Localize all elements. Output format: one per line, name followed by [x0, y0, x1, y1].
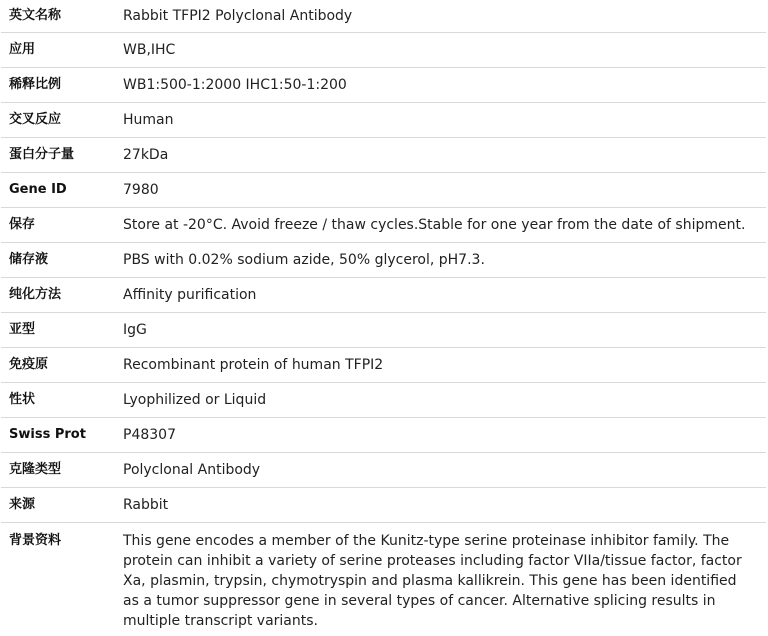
spec-label: Swiss Prot	[1, 418, 114, 453]
spec-row-storage	[1, 208, 766, 243]
spec-value: Recombinant protein of human TFPI2	[114, 348, 766, 383]
spec-row-molecular-weight	[1, 138, 766, 173]
spec-row-reactivity	[1, 103, 766, 138]
spec-value: WB,IHC	[114, 33, 766, 68]
spec-label: 蛋白分子量	[1, 138, 114, 173]
spec-value: P48307	[114, 418, 766, 453]
spec-label: 储存液	[1, 243, 114, 278]
spec-row-buffer	[1, 243, 766, 278]
spec-label: Gene ID	[1, 173, 114, 208]
spec-value: 7980	[114, 173, 766, 208]
spec-row-isotype	[1, 313, 766, 348]
spec-label: 纯化方法	[1, 278, 114, 313]
spec-value: Rabbit TFPI2 Polyclonal Antibody	[114, 0, 766, 33]
spec-label: 英文名称	[1, 0, 114, 33]
spec-value: Store at -20°C. Avoid freeze / thaw cycles.Stable for one year from the date of shipment.	[114, 208, 766, 243]
spec-row-form	[1, 383, 766, 418]
spec-value: WB1:500-1:2000 IHC1:50-1:200	[114, 68, 766, 103]
spec-row-dilution	[1, 68, 766, 103]
spec-row-host	[1, 488, 766, 523]
spec-label: 背景资料	[9, 533, 62, 548]
spec-value: Human	[114, 103, 766, 138]
spec-row-gene-id	[1, 173, 766, 208]
spec-value: Affinity purification	[114, 278, 766, 313]
spec-value: IgG	[114, 313, 766, 348]
spec-label: 免疫原	[1, 348, 114, 383]
spec-row-english-name	[1, 0, 766, 33]
spec-value: Rabbit	[114, 488, 766, 523]
spec-row-application	[1, 33, 766, 68]
spec-label: 应用	[1, 33, 114, 68]
product-spec-table	[1, 0, 766, 631]
spec-value: 27kDa	[114, 138, 766, 173]
spec-label: 性状	[1, 383, 114, 418]
spec-label: 克隆类型	[1, 453, 114, 488]
spec-row-immunogen	[1, 348, 766, 383]
spec-row-purification	[1, 278, 766, 313]
spec-label: 来源	[1, 488, 114, 523]
spec-label: 保存	[1, 208, 114, 243]
spec-label: 稀释比例	[1, 68, 114, 103]
spec-value: Polyclonal Antibody	[114, 453, 766, 488]
spec-row-clonality	[1, 453, 766, 488]
spec-row-background	[1, 523, 766, 632]
spec-value: PBS with 0.02% sodium azide, 50% glycerol, pH7.3.	[114, 243, 766, 278]
spec-value: This gene encodes a member of the Kunitz-type serine proteinase inhibitor family. The protein can inhibit a variety of serine proteases including factor VIIa/tissue factor, factor Xa, plasmin, trypsin, chymotryspin and plasma kallikrein. This gene has been identified as a tumor suppressor gene in several types of cancer. Alternative splicing results in multiple transcript variants.	[123, 533, 742, 629]
spec-label: 交叉反应	[1, 103, 114, 138]
spec-value: Lyophilized or Liquid	[114, 383, 766, 418]
spec-row-swiss-prot	[1, 418, 766, 453]
spec-label: 亚型	[1, 313, 114, 348]
